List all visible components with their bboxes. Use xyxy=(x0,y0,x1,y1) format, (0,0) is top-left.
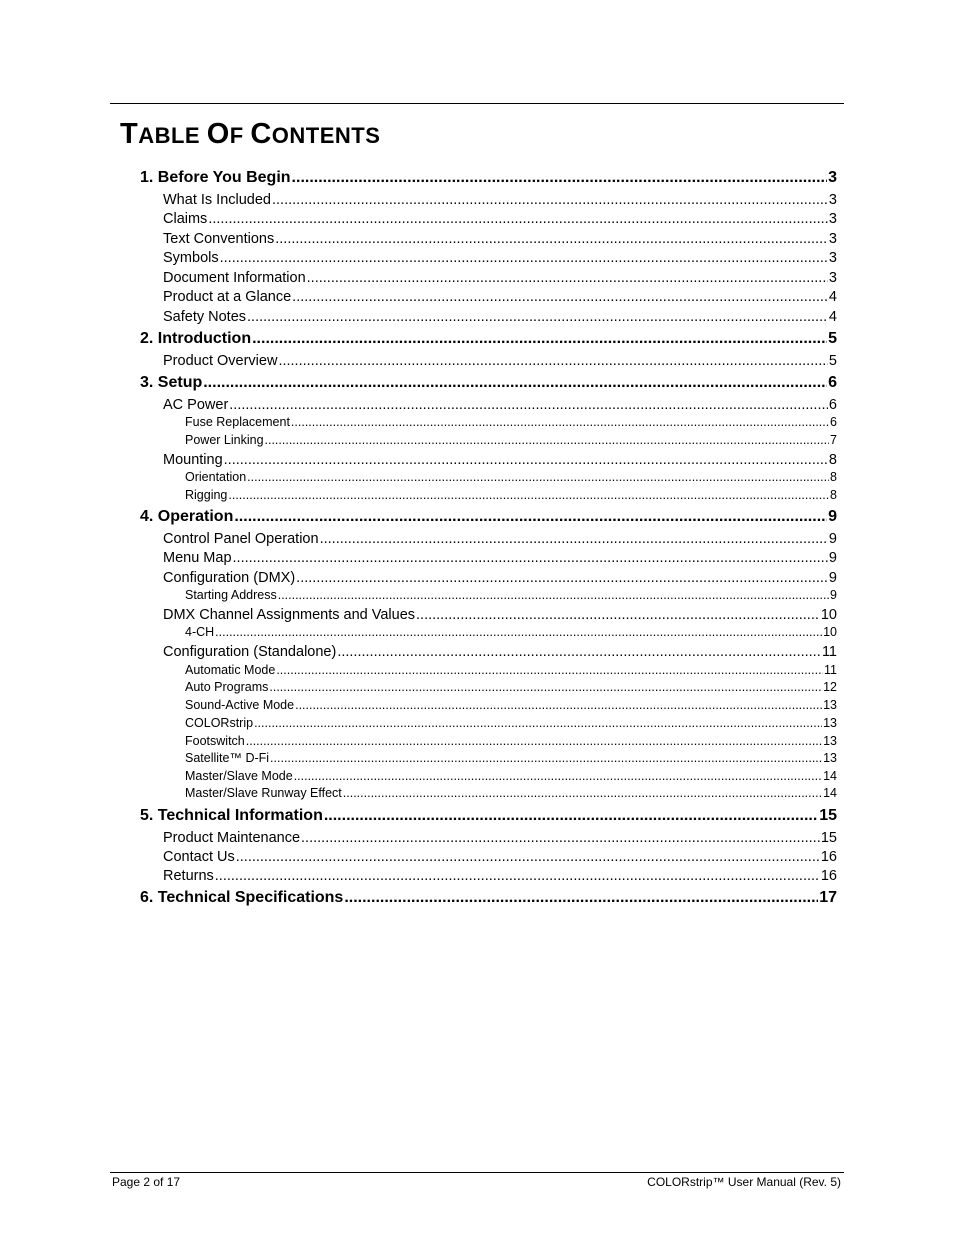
page-title: TABLE OF CONTENTS xyxy=(120,118,381,150)
toc-entry-product-at-a-glance[interactable]: Product at a Glance ..... 4 xyxy=(163,289,837,305)
toc-entry-contact-us[interactable]: Contact Us ..... 16 xyxy=(163,849,837,865)
toc-entry-configuration-dmx[interactable]: Configuration (DMX) ..... 9 xyxy=(163,570,837,586)
toc-entry-satellite-d-fi[interactable]: Satellite™ D-Fi ..... 13 xyxy=(185,751,837,765)
toc-entry-mounting[interactable]: Mounting ..... 8 xyxy=(163,452,837,468)
toc-entry-automatic-mode[interactable]: Automatic Mode ..... 11 xyxy=(185,663,837,677)
toc-entry-master-slave-mode[interactable]: Master/Slave Mode ..... 14 xyxy=(185,769,837,783)
toc-entry-claims[interactable]: Claims ..... 3 xyxy=(163,211,837,227)
toc-entry-introduction[interactable]: 2. Introduction ..... 5 xyxy=(140,330,837,348)
toc-entry-what-is-included[interactable]: What Is Included ..... 3 xyxy=(163,192,837,208)
toc-entry-dmx-channel-assignments[interactable]: DMX Channel Assignments and Values ..... 10 xyxy=(163,607,837,623)
toc-entry-configuration-standalone[interactable]: Configuration (Standalone) ..... 11 xyxy=(163,644,837,660)
toc-entry-control-panel-operation[interactable]: Control Panel Operation ..... 9 xyxy=(163,531,837,547)
footer-document-title: COLORstrip™ User Manual (Rev. 5) xyxy=(647,1175,841,1189)
toc-entry-sound-active-mode[interactable]: Sound-Active Mode ..... 13 xyxy=(185,698,837,712)
toc-entry-rigging[interactable]: Rigging ..... 8 xyxy=(185,488,837,502)
toc-entry-power-linking[interactable]: Power Linking ..... 7 xyxy=(185,433,837,447)
toc-entry-product-overview[interactable]: Product Overview ..... 5 xyxy=(163,353,837,369)
footer-rule xyxy=(110,1172,844,1173)
toc-entry-footswitch[interactable]: Footswitch ..... 13 xyxy=(185,734,837,748)
toc-entry-setup[interactable]: 3. Setup ..... 6 xyxy=(140,374,837,392)
toc-entry-master-slave-runway-effect[interactable]: Master/Slave Runway Effect ..... 14 xyxy=(185,786,837,800)
toc-entry-operation[interactable]: 4. Operation ..... 9 xyxy=(140,508,837,526)
toc-entry-technical-specifications[interactable]: 6. Technical Specifications ..... 17 xyxy=(140,889,837,907)
toc-entry-returns[interactable]: Returns ..... 16 xyxy=(163,868,837,884)
toc-entry-product-maintenance[interactable]: Product Maintenance ..... 15 xyxy=(163,830,837,846)
toc-entry-colorstrip[interactable]: COLORstrip ..... 13 xyxy=(185,716,837,730)
toc-entry-auto-programs[interactable]: Auto Programs ..... 12 xyxy=(185,680,837,694)
toc-entry-ac-power[interactable]: AC Power ..... 6 xyxy=(163,397,837,413)
toc-entry-starting-address[interactable]: Starting Address ..... 9 xyxy=(185,588,837,602)
toc-entry-technical-information[interactable]: 5. Technical Information ..... 15 xyxy=(140,807,837,825)
toc-entry-safety-notes[interactable]: Safety Notes ..... 4 xyxy=(163,309,837,325)
toc-entry-orientation[interactable]: Orientation ..... 8 xyxy=(185,470,837,484)
toc-entry-text-conventions[interactable]: Text Conventions ..... 3 xyxy=(163,231,837,247)
footer-page-number: Page 2 of 17 xyxy=(112,1175,181,1189)
toc-entry-symbols[interactable]: Symbols ..... 3 xyxy=(163,250,837,266)
toc-entry-before-you-begin[interactable]: 1. Before You Begin ..... 3 xyxy=(140,169,837,187)
toc-entry-document-information[interactable]: Document Information ..... 3 xyxy=(163,270,837,286)
toc-entry-fuse-replacement[interactable]: Fuse Replacement ..... 6 xyxy=(185,415,837,429)
toc-entry-menu-map[interactable]: Menu Map ..... 9 xyxy=(163,550,837,566)
toc-entry-4-ch[interactable]: 4-CH ..... 10 xyxy=(185,625,837,639)
